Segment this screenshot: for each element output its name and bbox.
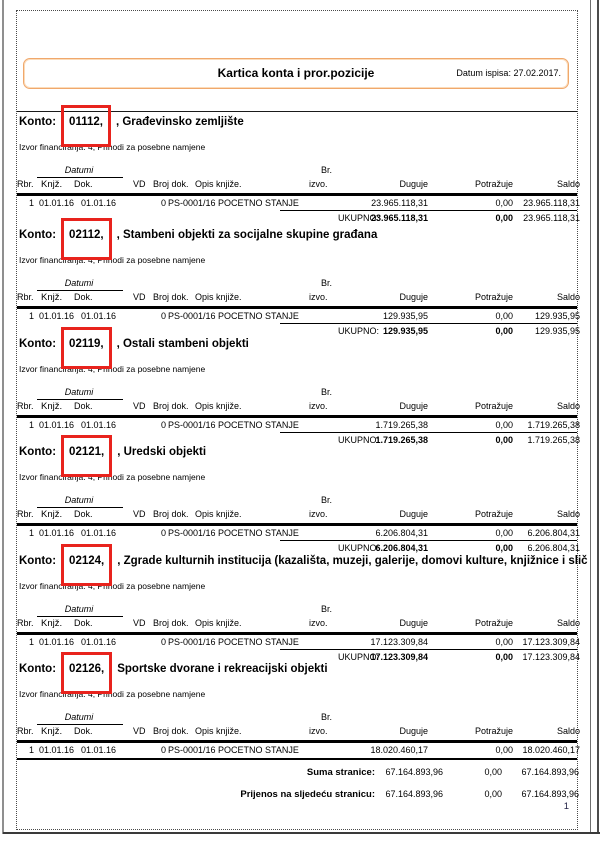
col-header-rbr: Rbr. — [17, 509, 34, 519]
prijenos-duguje: 67.164.893,96 — [385, 789, 443, 799]
konto-number-highlight-box: 02126, — [61, 652, 112, 694]
row-potrazuje: 0,00 — [495, 745, 513, 755]
row-vd: 0 — [161, 198, 167, 208]
row-knjiz-datum: 01.01.16 — [39, 420, 75, 430]
row-rbr: 1 — [29, 745, 35, 755]
izvor-financiranja-line: Izvor financiranja: 4, Prihodi za posebne namjene — [19, 689, 206, 699]
row-potrazuje: 0,00 — [495, 637, 513, 647]
header-bottom-rule — [17, 415, 577, 418]
izvor-financiranja-line: Izvor financiranja: 4, Prihodi za posebne namjene — [19, 142, 206, 152]
header-bottom-rule — [17, 306, 577, 309]
konto-name: , Ostali stambeni objekti — [116, 338, 249, 350]
table-column-header-row — [17, 401, 580, 413]
col-header-dok: Dok. — [74, 292, 93, 302]
totals-rule — [280, 540, 577, 541]
col-header-knjiz: Knjž. — [41, 179, 63, 190]
col-header-saldo: Saldo — [556, 618, 580, 628]
datumi-underline — [37, 399, 123, 400]
totals-rule — [280, 432, 577, 433]
col-header-vd: VD — [133, 726, 146, 736]
konto-name: , Stambeni objekti za socijalne skupine građana — [116, 229, 378, 241]
ukupno-duguje: 17.123.309,84 — [370, 652, 428, 662]
col-header-saldo: Saldo — [556, 179, 580, 189]
table-row — [17, 637, 580, 649]
panel-right-border — [597, 0, 599, 833]
page-number: 1 — [563, 801, 569, 812]
col-header-knjiz: Knjž. — [41, 618, 63, 629]
ukupno-potrazuje: 0,00 — [495, 326, 513, 336]
prijenos-potrazuje: 0,00 — [484, 789, 502, 799]
row-potrazuje: 0,00 — [495, 311, 513, 321]
table-column-header-row — [17, 179, 580, 191]
row-duguje: 129.935,95 — [382, 311, 428, 321]
panel-left-border — [2, 0, 4, 834]
row-saldo: 17.123.309,84 — [522, 637, 580, 647]
col-header-dok: Dok. — [74, 401, 93, 411]
table-row — [17, 198, 580, 210]
col-header-saldo: Saldo — [556, 292, 580, 302]
col-header-izvo: izvo. — [309, 401, 328, 411]
ukupno-saldo: 23.965.118,31 — [523, 213, 580, 223]
konto-heading — [19, 229, 377, 241]
col-header-duguje: Duguje — [399, 401, 428, 411]
konto-heading — [19, 338, 249, 350]
konto-section — [17, 228, 580, 341]
datumi-underline — [37, 177, 123, 178]
table-group-header-row — [17, 495, 577, 507]
row-duguje: 17.123.309,84 — [370, 637, 428, 647]
col-header-broj-dok: Broj dok. — [153, 179, 189, 189]
row-broj-dok: PS-0001/16 — [168, 311, 216, 321]
izvor-financiranja-line: Izvor financiranja: 4, Prihodi za posebne namjene — [19, 255, 206, 265]
row-saldo: 23.965.118,31 — [523, 198, 580, 208]
row-vd: 0 — [161, 745, 167, 755]
br-header-label: Br. — [321, 712, 333, 722]
izvor-financiranja-line: Izvor financiranja: 4, Prihodi za posebne namjene — [19, 472, 206, 482]
col-header-opis: Opis knjiže. — [195, 509, 242, 519]
konto-number-highlight-box: 02112, — [61, 218, 112, 260]
row-dok-datum: 01.01.16 — [81, 420, 117, 430]
carry-forward-row — [17, 789, 577, 801]
konto-label: Konto: — [19, 229, 57, 241]
col-header-rbr: Rbr. — [17, 726, 34, 736]
table-group-header-row — [17, 165, 577, 177]
col-header-knjiz: Knjž. — [41, 726, 63, 737]
datumi-group-label: Datumi — [64, 278, 94, 288]
row-knjiz-datum: 01.01.16 — [39, 311, 75, 321]
ukupno-duguje: 1.719.265,38 — [375, 435, 428, 445]
col-header-duguje: Duguje — [399, 179, 428, 189]
col-header-vd: VD — [133, 179, 146, 189]
ukupno-label: UKUPNO: — [337, 543, 379, 553]
col-header-opis: Opis knjiže. — [195, 726, 242, 736]
row-opis: POCETNO STANJE — [218, 528, 299, 538]
row-knjiz-datum: 01.01.16 — [39, 745, 75, 755]
row-saldo: 18.020.460,17 — [522, 745, 580, 755]
table-row — [17, 745, 580, 757]
ukupno-saldo: 1.719.265,38 — [527, 435, 580, 445]
suma-saldo: 67.164.893,96 — [521, 767, 579, 777]
datumi-group-label: Datumi — [64, 495, 94, 505]
konto-label: Konto: — [19, 663, 57, 675]
konto-label: Konto: — [19, 555, 57, 567]
konto-heading — [19, 555, 588, 567]
br-header-label: Br. — [321, 387, 333, 397]
ukupno-potrazuje: 0,00 — [495, 652, 513, 662]
row-dok-datum: 01.01.16 — [81, 198, 117, 208]
report-header-box — [23, 58, 569, 89]
header-bottom-rule — [17, 632, 577, 635]
table-column-header-row — [17, 509, 580, 521]
page-sum-row — [17, 767, 577, 779]
col-header-broj-dok: Broj dok. — [153, 292, 189, 302]
ukupno-potrazuje: 0,00 — [495, 213, 513, 223]
row-broj-dok: PS-0001/16 — [168, 745, 216, 755]
table-column-header-row — [17, 292, 580, 304]
col-header-potrazuje: Potražuje — [474, 179, 513, 189]
datumi-underline — [37, 507, 123, 508]
izvor-financiranja-line: Izvor financiranja: 4, Prihodi za posebne namjene — [19, 581, 206, 591]
row-vd: 0 — [161, 311, 167, 321]
table-row — [17, 528, 580, 540]
col-header-broj-dok: Broj dok. — [153, 509, 189, 519]
row-potrazuje: 0,00 — [495, 420, 513, 430]
col-header-potrazuje: Potražuje — [474, 292, 513, 302]
col-header-dok: Dok. — [74, 179, 93, 189]
col-header-izvo: izvo. — [309, 292, 328, 302]
col-header-izvo: izvo. — [309, 618, 328, 628]
col-header-rbr: Rbr. — [17, 179, 34, 189]
ukupno-label: UKUPNO: — [337, 213, 379, 223]
konto-heading — [19, 663, 328, 675]
col-header-saldo: Saldo — [556, 401, 580, 411]
row-rbr: 1 — [29, 637, 35, 647]
col-header-broj-dok: Broj dok. — [153, 401, 189, 411]
row-vd: 0 — [161, 420, 167, 430]
row-broj-dok: PS-0001/16 — [168, 637, 216, 647]
datumi-underline — [37, 724, 123, 725]
col-header-potrazuje: Potražuje — [474, 618, 513, 628]
row-rbr: 1 — [29, 420, 35, 430]
izvor-financiranja-line: Izvor financiranja: 4, Prihodi za posebne namjene — [19, 364, 206, 374]
col-header-dok: Dok. — [74, 509, 93, 519]
prijenos-label: Prijenos na sljedeću stranicu: — [240, 789, 375, 800]
konto-number-highlight-box: 01112, — [61, 105, 111, 147]
col-header-duguje: Duguje — [399, 292, 428, 302]
konto-heading — [19, 116, 244, 128]
row-saldo: 6.206.804,31 — [527, 528, 580, 538]
row-potrazuje: 0,00 — [495, 528, 513, 538]
row-rbr: 1 — [29, 311, 35, 321]
row-duguje: 23.965.118,31 — [371, 198, 428, 208]
row-broj-dok: PS-0001/16 — [168, 420, 216, 430]
col-header-vd: VD — [133, 401, 146, 411]
ukupno-duguje: 129.935,95 — [382, 326, 428, 336]
footer-separator-line — [17, 758, 577, 760]
ukupno-potrazuje: 0,00 — [495, 435, 513, 445]
totals-rule — [280, 323, 577, 324]
col-header-potrazuje: Potražuje — [474, 726, 513, 736]
konto-label: Konto: — [19, 116, 57, 128]
datumi-group-label: Datumi — [64, 387, 94, 397]
col-header-saldo: Saldo — [556, 726, 580, 736]
header-bottom-rule — [17, 740, 577, 743]
konto-label: Konto: — [19, 446, 57, 458]
konto-number-highlight-box: 02124, — [61, 544, 112, 586]
table-group-header-row — [17, 278, 577, 290]
page-right-edge — [590, 0, 591, 833]
col-header-rbr: Rbr. — [17, 401, 34, 411]
ukupno-duguje: 23.965.118,31 — [370, 213, 428, 223]
row-opis: POCETNO STANJE — [218, 420, 299, 430]
row-potrazuje: 0,00 — [495, 198, 513, 208]
suma-stranice-label: Suma stranice: — [306, 767, 375, 778]
col-header-izvo: izvo. — [309, 726, 328, 736]
table-row — [17, 420, 580, 432]
konto-section — [17, 554, 588, 667]
row-opis: POCETNO STANJE — [218, 637, 299, 647]
col-header-knjiz: Knjž. — [41, 292, 63, 303]
col-header-dok: Dok. — [74, 618, 93, 628]
col-header-knjiz: Knjž. — [41, 401, 63, 412]
col-header-opis: Opis knjiže. — [195, 179, 242, 189]
col-header-vd: VD — [133, 618, 146, 628]
suma-duguje: 67.164.893,96 — [385, 767, 443, 777]
totals-rule — [280, 649, 577, 650]
konto-section — [17, 115, 580, 228]
datumi-group-label: Datumi — [64, 604, 94, 614]
row-saldo: 1.719.265,38 — [527, 420, 580, 430]
col-header-vd: VD — [133, 292, 146, 302]
header-bottom-rule — [17, 523, 577, 526]
row-dok-datum: 01.01.16 — [81, 528, 117, 538]
datumi-group-label: Datumi — [64, 165, 94, 175]
konto-name: , Uredski objekti — [117, 446, 207, 458]
panel-bottom-border — [3, 832, 600, 834]
col-header-saldo: Saldo — [556, 509, 580, 519]
konto-number-highlight-box: 02119, — [61, 327, 112, 369]
header-bottom-rule — [17, 193, 577, 196]
table-column-header-row — [17, 618, 580, 630]
col-header-duguje: Duguje — [399, 618, 428, 628]
col-header-rbr: Rbr. — [17, 292, 34, 302]
datumi-underline — [37, 290, 123, 291]
row-vd: 0 — [161, 528, 167, 538]
col-header-broj-dok: Broj dok. — [153, 726, 189, 736]
col-header-potrazuje: Potražuje — [474, 401, 513, 411]
konto-heading — [19, 446, 206, 458]
table-row — [17, 311, 580, 323]
ukupno-potrazuje: 0,00 — [495, 543, 513, 553]
konto-section — [17, 337, 580, 450]
report-page — [16, 10, 588, 830]
col-header-rbr: Rbr. — [17, 618, 34, 628]
col-header-knjiz: Knjž. — [41, 509, 63, 520]
row-rbr: 1 — [29, 198, 35, 208]
br-header-label: Br. — [321, 278, 333, 288]
table-group-header-row — [17, 712, 577, 724]
col-header-duguje: Duguje — [399, 726, 428, 736]
row-broj-dok: PS-0001/16 — [168, 198, 216, 208]
row-duguje: 6.206.804,31 — [375, 528, 428, 538]
br-header-label: Br. — [321, 495, 333, 505]
row-duguje: 18.020.460,17 — [370, 745, 428, 755]
col-header-izvo: izvo. — [309, 509, 328, 519]
col-header-potrazuje: Potražuje — [474, 509, 513, 519]
ukupno-duguje: 6.206.804,31 — [375, 543, 428, 553]
row-duguje: 1.719.265,38 — [375, 420, 428, 430]
row-knjiz-datum: 01.01.16 — [39, 198, 75, 208]
row-saldo: 129.935,95 — [534, 311, 580, 321]
konto-name: , Građevinsko zemljište — [115, 116, 244, 128]
ukupno-saldo: 129.935,95 — [534, 326, 580, 336]
table-group-header-row — [17, 604, 577, 616]
ukupno-label: UKUPNO: — [337, 435, 379, 445]
row-opis: POCETNO STANJE — [218, 198, 299, 208]
konto-label: Konto: — [19, 338, 57, 350]
col-header-opis: Opis knjiže. — [195, 618, 242, 628]
br-header-label: Br. — [321, 604, 333, 614]
datumi-group-label: Datumi — [64, 712, 94, 722]
row-broj-dok: PS-0001/16 — [168, 528, 216, 538]
print-date-label: Datum ispisa: 27.02.2017. — [456, 68, 561, 78]
row-dok-datum: 01.01.16 — [81, 745, 117, 755]
table-group-header-row — [17, 387, 577, 399]
ukupno-saldo: 6.206.804,31 — [527, 543, 580, 553]
col-header-broj-dok: Broj dok. — [153, 618, 189, 628]
datumi-underline — [37, 616, 123, 617]
ukupno-label: UKUPNO: — [337, 652, 379, 662]
suma-potrazuje: 0,00 — [484, 767, 502, 777]
konto-number-highlight-box: 02121, — [61, 435, 112, 477]
br-header-label: Br. — [321, 165, 333, 175]
col-header-izvo: izvo. — [309, 179, 328, 189]
report-title: Kartica konta i pror.pozicije — [217, 66, 375, 80]
row-knjiz-datum: 01.01.16 — [39, 637, 75, 647]
col-header-vd: VD — [133, 509, 146, 519]
col-header-opis: Opis knjiže. — [195, 401, 242, 411]
konto-name: Sportske dvorane i rekreacijski objekti — [117, 663, 328, 675]
totals-rule — [280, 210, 577, 211]
ukupno-label: UKUPNO: — [337, 326, 379, 336]
row-opis: POCETNO STANJE — [218, 745, 299, 755]
ukupno-saldo: 17.123.309,84 — [522, 652, 580, 662]
konto-name: , Zgrade kulturnih institucija (kazališta, muzeji, galerije, domovi kulture, knjižnice i slič — [117, 555, 588, 567]
row-rbr: 1 — [29, 528, 35, 538]
table-column-header-row — [17, 726, 580, 738]
col-header-duguje: Duguje — [399, 509, 428, 519]
row-knjiz-datum: 01.01.16 — [39, 528, 75, 538]
row-vd: 0 — [161, 637, 167, 647]
row-dok-datum: 01.01.16 — [81, 637, 117, 647]
col-header-opis: Opis knjiže. — [195, 292, 242, 302]
row-dok-datum: 01.01.16 — [81, 311, 117, 321]
row-opis: POCETNO STANJE — [218, 311, 299, 321]
konto-section — [17, 445, 580, 558]
col-header-dok: Dok. — [74, 726, 93, 736]
prijenos-saldo: 67.164.893,96 — [521, 789, 579, 799]
